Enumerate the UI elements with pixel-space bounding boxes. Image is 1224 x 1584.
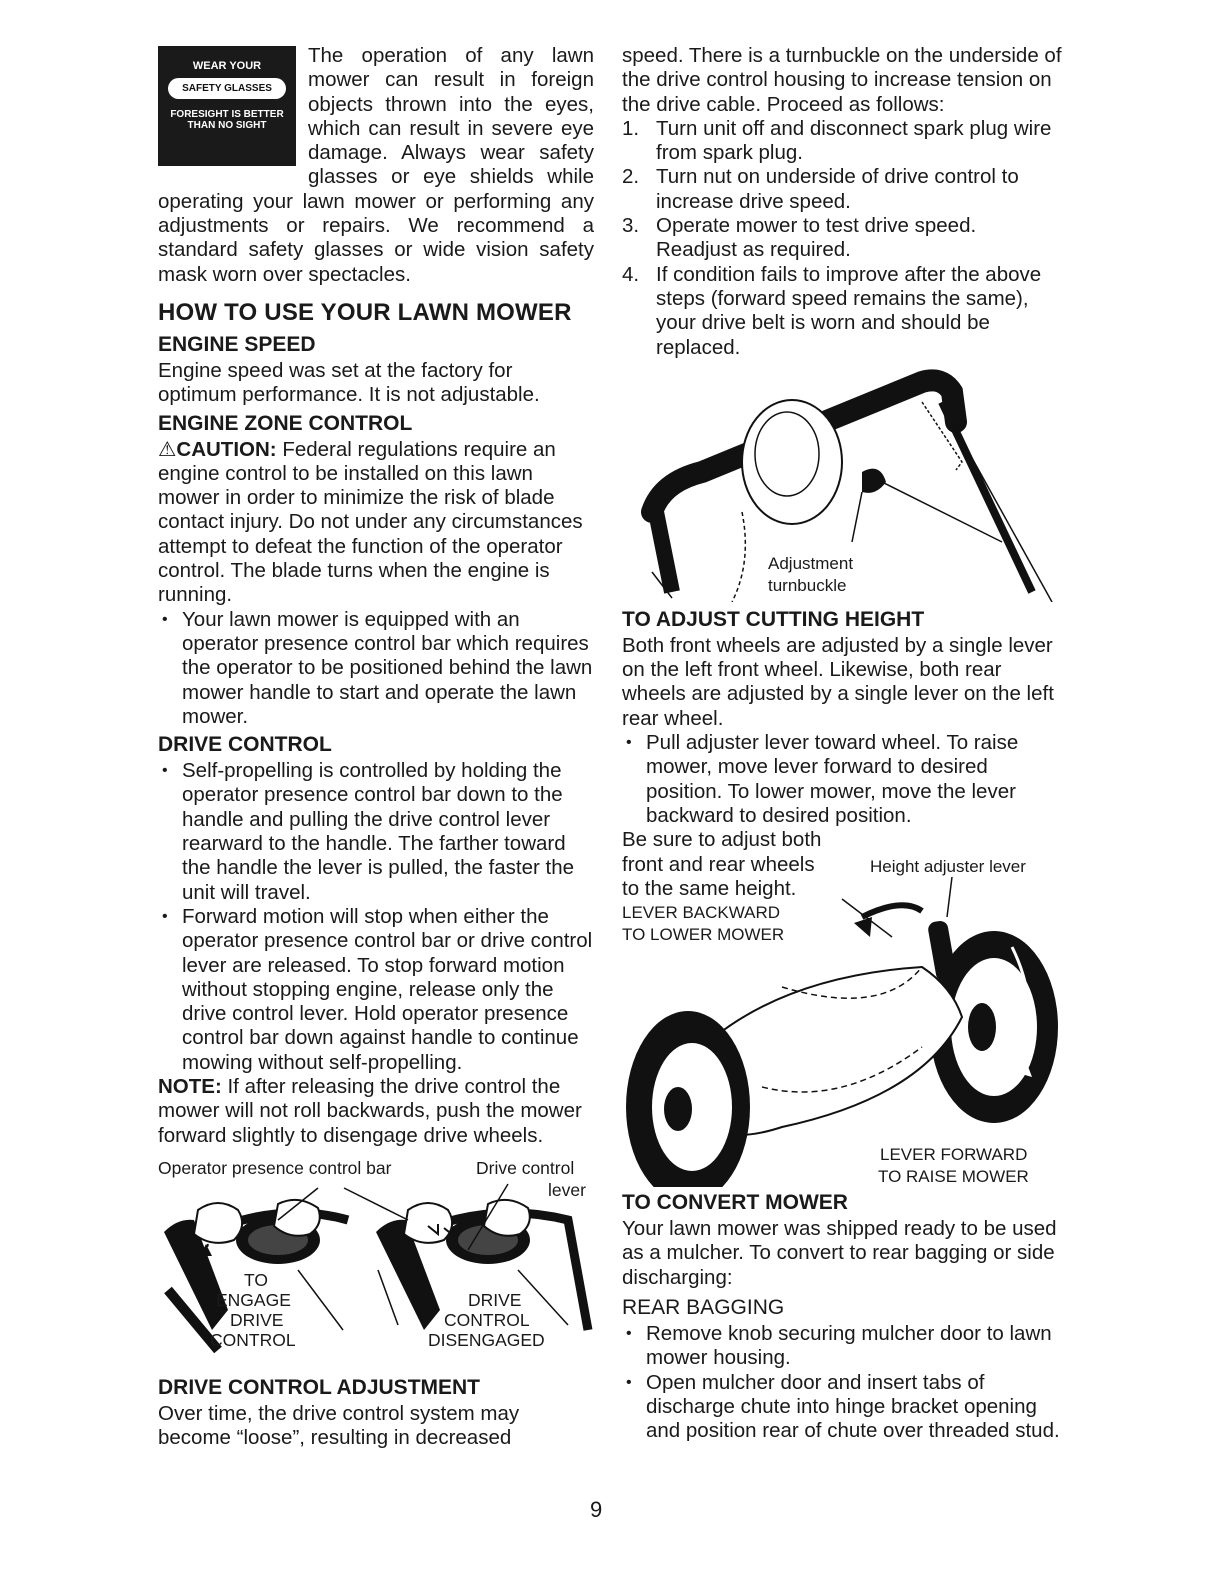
drive-adjustment-steps — [622, 117, 1062, 360]
step-text: Operate mower to test drive speed. Readjust as required. — [656, 214, 977, 262]
safety-badge-line1: WEAR YOUR — [192, 60, 262, 72]
left-column — [158, 44, 594, 1450]
caution-label: CAUTION: — [176, 437, 277, 461]
cutting-height-text2: Be sure to adjust both front and rear wheels to the same height. — [622, 828, 822, 900]
height-adjuster-illustration — [622, 877, 1062, 1187]
list-item: • Open mulcher door and insert tabs of discharge chute into hinge bracket opening and position rear of chute over threaded stud. — [622, 1371, 1062, 1444]
convert-heading: TO CONVERT MOWER — [622, 1191, 848, 1215]
drive-control-bullets — [158, 759, 594, 1075]
safety-badge-line3: FORESIGHT IS BETTER THAN NO SIGHT — [170, 109, 284, 131]
convert-bullets — [622, 1322, 1062, 1443]
list-item: • Forward motion will stop when either the operator presence control bar or drive control lever are released. To stop forward motion without stopping engine, release only the drive control lever. Hold operator presence control bar down against handle to continue mowing without self-propelling. — [158, 905, 594, 1075]
turnbuckle-label-2: turnbuckle — [768, 575, 847, 595]
disengage-label-2: CONTROL — [444, 1309, 530, 1330]
height-lever-label: Height adjuster lever — [870, 857, 1026, 877]
list-item: • Remove knob securing mulcher door to lawn mower housing. — [622, 1322, 1062, 1371]
caution-paragraph — [158, 438, 594, 608]
cutting-height-text: Both front wheels are adjusted by a single lever on the left front wheel. Likewise, both rear wheels are adjusted by a single lever on the left rear wheel. — [622, 633, 1054, 730]
step-text: Turn nut on underside of drive control to increase drive speed. — [656, 165, 1019, 213]
engage-label-3: DRIVE — [230, 1309, 284, 1330]
page-number: 9 — [590, 1497, 603, 1522]
intro-text: The operation of any lawn mower can result in foreign objects thrown into the eyes, which can result in severe eye damage. Always wear safety glasses or eye shields while operating your lawn mower or performing any adjustments or repairs. We recommend a standard safety glasses or wide vision safety mask worn over spectacles. — [158, 44, 594, 286]
turnbuckle-figure — [622, 362, 1062, 602]
operator-bar-label: Operator presence control bar — [158, 1157, 392, 1178]
engage-label-4: CONTROL — [210, 1329, 296, 1350]
drive-adjustment-text: speed. There is a turnbuckle on the underside of the drive control housing to increase tension on the drive cable. Proceed as follows: — [622, 44, 1062, 116]
list-item: • Self-propelling is controlled by holding the operator presence control bar down to the handle and pulling the drive control lever rearward to the handle. The farther toward the handle the lever is pulled, the faster the unit will travel. — [158, 759, 594, 905]
engine-speed-text: Engine speed was set at the factory for optimum performance. It is not adjustable. — [158, 358, 540, 407]
cutting-height-heading: TO ADJUST CUTTING HEIGHT — [622, 607, 925, 631]
caution-text: Federal regulations require an engine control to be installed on this lawn mower in order to minimize the risk of blade contact injury. Do not under any circumstances attempt to defeat the function of the operator control. The blade turns when the engine is running. — [158, 437, 583, 607]
list-item: • Pull adjuster lever toward wheel. To raise mower, move lever forward to desired position. To lower mower, move the lever backward to desired position. — [622, 731, 1062, 828]
list-item: • Your lawn mower is equipped with an operator presence control bar which requires the operator to be positioned behind the lawn mower handle to start and operate the lawn mower. — [158, 608, 594, 729]
disengage-label-3: DISENGAGED — [428, 1329, 545, 1350]
drive-lever-label-1: Drive control — [476, 1157, 575, 1178]
lever-forward-label-2: TO RAISE MOWER — [878, 1167, 1029, 1187]
convert-text: Your lawn mower was shipped ready to be used as a mulcher. To convert to rear bagging or side discharging: — [622, 1217, 1057, 1289]
step-text: If condition fails to improve after the above steps (forward speed remains the same), your drive belt is worn and should be replaced. — [656, 262, 1042, 359]
right-column — [622, 44, 1062, 1444]
engage-label-1: TO — [244, 1269, 268, 1290]
how-to-use-heading: HOW TO USE YOUR LAWN MOWER — [158, 298, 572, 326]
disengage-label-1: DRIVE — [468, 1289, 522, 1310]
safety-badge-line2: SAFETY GLASSES — [168, 78, 286, 99]
engine-zone-bullets — [158, 608, 594, 729]
engine-zone-heading: ENGINE ZONE CONTROL — [158, 411, 413, 435]
warning-triangle-icon: ⚠ — [158, 437, 177, 461]
list-item — [622, 263, 1062, 360]
drive-adjustment-heading: DRIVE CONTROL ADJUSTMENT — [158, 1375, 481, 1399]
engine-speed-heading: ENGINE SPEED — [158, 332, 316, 356]
cutting-height-bullets — [622, 731, 1062, 828]
engage-label-2: ENGAGE — [216, 1289, 291, 1310]
note-text: If after releasing the drive control the mower will not roll backwards, push the mower forward slightly to disengage drive wheels. — [158, 1074, 582, 1147]
drive-adjustment-text-start: Over time, the drive control system may become “loose”, resulting in decreased — [158, 1401, 520, 1450]
lever-forward-label-1: LEVER FORWARD — [880, 1145, 1028, 1165]
list-item — [622, 214, 1062, 263]
list-item — [622, 117, 1062, 166]
note-paragraph — [158, 1075, 594, 1148]
step-text: Turn unit off and disconnect spark plug wire from spark plug. — [656, 116, 1052, 165]
list-item — [622, 165, 1062, 214]
note-label: NOTE: — [158, 1074, 222, 1098]
drive-lever-label-2: lever — [548, 1179, 586, 1200]
lever-backward-label-1: LEVER BACKWARD — [622, 903, 781, 923]
drive-control-heading: DRIVE CONTROL — [158, 733, 332, 757]
drive-control-figure — [158, 1157, 594, 1368]
lever-backward-label-2: TO LOWER MOWER — [622, 925, 785, 945]
rear-bagging-heading: REAR BAGGING — [622, 1296, 785, 1320]
turnbuckle-label-1: Adjustment — [768, 553, 854, 573]
safety-glasses-badge — [158, 46, 296, 166]
